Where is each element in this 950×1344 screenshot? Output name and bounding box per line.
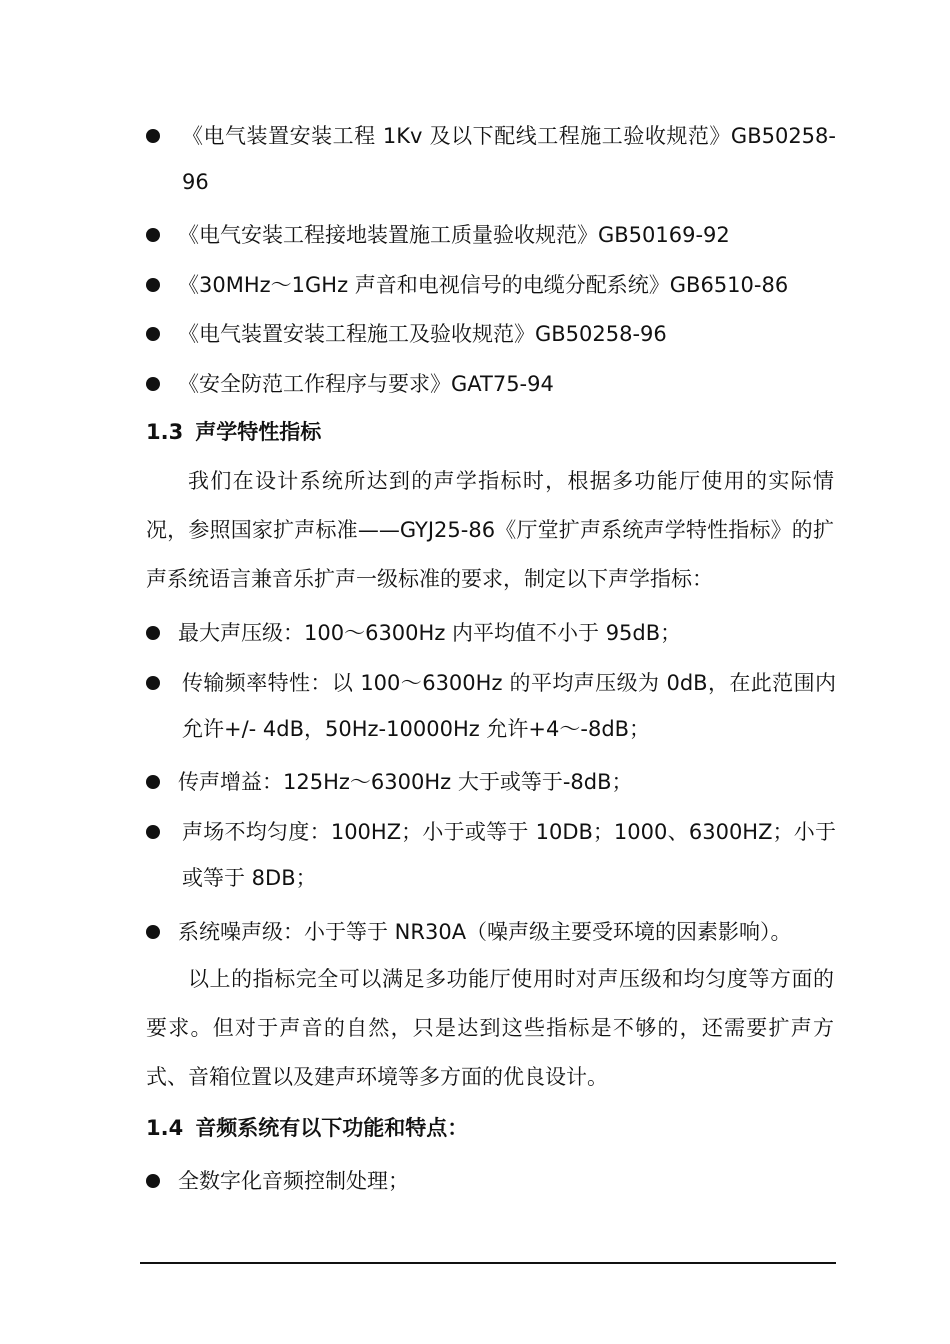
section-title: 声学特性指标	[195, 420, 322, 444]
bullet-dot	[146, 327, 160, 341]
bullet-dot	[146, 775, 160, 789]
closing-paragraph: 以上的指标完全可以满足多功能厅使用时对声压级和均匀度等方面的要求。但对于声音的自然，只是达到这些指标是不够的，还需要扩声方式、音箱位置以及建声环境等多方面的优良设计。	[146, 967, 834, 1089]
acoustic-spec-item: 系统噪声级：小于等于 NR30A（噪声级主要受环境的因素影响）。	[178, 920, 792, 944]
standard-item: 《安全防范工作程序与要求》GAT75-94	[178, 372, 554, 396]
acoustic-spec-item: 传输频率特性：以 100～6300Hz 的平均声压级为 0dB，在此范围内允许+/- 4dB，50Hz-10000Hz 允许+4～-8dB；	[182, 671, 836, 741]
bullet-dot	[146, 825, 160, 839]
footer-divider	[140, 1262, 836, 1264]
section-title: 音频系统有以下功能和特点：	[195, 1116, 469, 1140]
list-item	[146, 361, 836, 407]
standard-item: 《电气安装工程接地装置施工质量验收规范》GB50169-92	[178, 223, 730, 247]
bullet-dot	[146, 676, 160, 690]
acoustic-spec-item: 传声增益：125Hz～6300Hz 大于或等于-8dB；	[178, 770, 633, 794]
bullet-dot	[146, 377, 160, 391]
feature-item: 全数字化音频控制处理；	[178, 1169, 409, 1193]
section-number: 1.3	[146, 420, 184, 444]
bullet-dot	[146, 925, 160, 939]
bullet-dot	[146, 626, 160, 640]
bullet-dot	[146, 1174, 160, 1188]
bullet-dot	[146, 129, 160, 143]
list-item	[146, 660, 836, 752]
intro-paragraph: 我们在设计系统所达到的声学指标时，根据多功能厅使用的实际情况，参照国家扩声标准——GYJ25-86《厅堂扩声系统声学特性指标》的扩声系统语言兼音乐扩声一级标准的要求，制定以下声学指标：	[146, 469, 834, 591]
list-item	[146, 212, 836, 258]
acoustic-spec-item: 最大声压级：100～6300Hz 内平均值不小于 95dB；	[178, 621, 682, 645]
list-item	[146, 311, 836, 357]
bullet-dot	[146, 228, 160, 242]
list-item	[146, 1158, 836, 1204]
section-heading-1-4	[146, 1108, 468, 1148]
standard-item: 《电气装置安装工程施工及验收规范》GB50258-96	[178, 322, 667, 346]
standard-item: 《电气装置安装工程 1Kv 及以下配线工程施工验收规范》GB50258-96	[182, 124, 836, 194]
acoustic-spec-item: 声场不均匀度：100HZ；小于或等于 10DB；1000、6300HZ；小于或等于 8DB；	[182, 820, 836, 890]
list-item	[146, 113, 836, 205]
bullet-dot	[146, 278, 160, 292]
section-heading-1-3	[146, 412, 321, 452]
list-item	[146, 809, 836, 901]
section-number: 1.4	[146, 1116, 184, 1140]
list-item	[146, 909, 836, 955]
list-item	[146, 610, 836, 656]
list-item	[146, 262, 836, 308]
standard-item: 《30MHz～1GHz 声音和电视信号的电缆分配系统》GB6510-86	[178, 273, 789, 297]
list-item	[146, 759, 836, 805]
